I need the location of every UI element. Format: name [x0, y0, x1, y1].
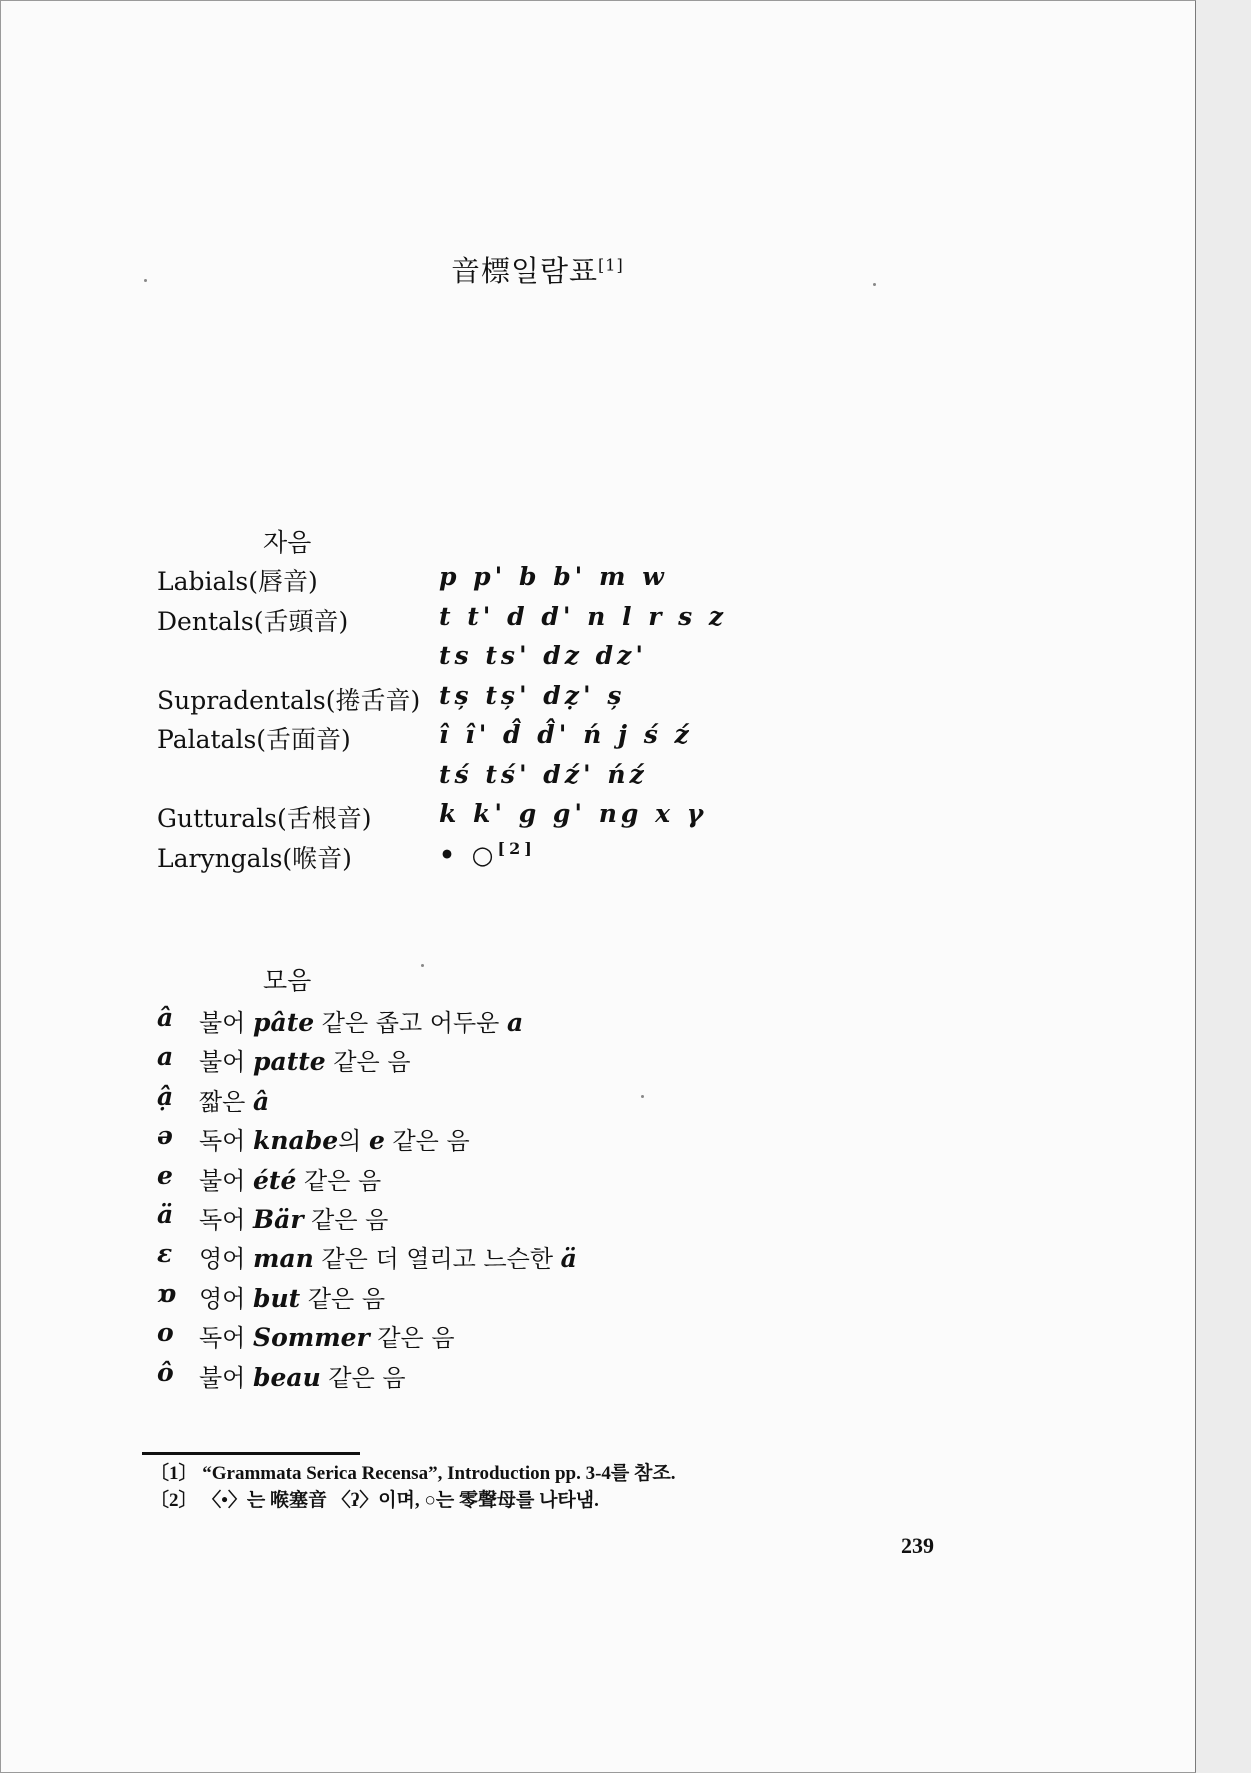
- vowel-word: but: [253, 1283, 301, 1313]
- title-footnote-mark: [1]: [598, 255, 624, 275]
- scan-speck: [641, 1095, 644, 1098]
- vowel-pre: 불어: [199, 1166, 246, 1195]
- scan-speck: [873, 283, 876, 286]
- vowel-tail: 같은 음: [392, 1127, 470, 1156]
- vowel-description: [199, 1042, 411, 1077]
- vowel-word: beau: [253, 1362, 321, 1392]
- vowel-word: â: [253, 1086, 270, 1116]
- vowel-pre: 영어: [199, 1284, 246, 1313]
- vowel-post: 같은 좁고 어두운: [321, 1009, 500, 1037]
- vowels-heading: 모음: [263, 966, 312, 995]
- consonant-class: Supradentals(捲舌音): [157, 685, 421, 715]
- scan-speck: [144, 279, 147, 282]
- vowel-symbol: ε: [157, 1239, 173, 1269]
- vowel-description: [199, 1239, 577, 1274]
- footnote-1: 〔1〕 “Grammata Serica Recensa”, Introduction pp. 3-4를 참조.: [150, 1463, 676, 1484]
- vowel-description: [199, 1161, 381, 1196]
- vowel-pre: 짧은: [199, 1087, 246, 1116]
- vowel-word: patte: [253, 1047, 326, 1077]
- vowel-symbol: o: [157, 1318, 174, 1348]
- vowel-post: 같은 음: [333, 1048, 411, 1077]
- vowel-symbol: ə: [157, 1121, 173, 1151]
- title-text: 音標일람표: [451, 254, 599, 288]
- consonant-symbols: [439, 602, 727, 631]
- vowel-word: man: [253, 1244, 314, 1274]
- vowel-end: ä: [560, 1244, 577, 1274]
- vowel-description: [199, 1082, 269, 1117]
- consonant-class: Laryngals(喉音): [157, 843, 352, 873]
- consonant-class: Palatals(舌面音): [157, 725, 351, 754]
- vowel-post: 같은 음: [377, 1324, 455, 1353]
- vowel-word: Bär: [253, 1205, 304, 1234]
- consonant-symbols: [439, 839, 536, 869]
- vowel-pre: 불어: [199, 1363, 246, 1392]
- vowel-description: [199, 1121, 470, 1156]
- footnote-rule: [142, 1452, 360, 1455]
- page-number: 239: [901, 1533, 934, 1558]
- vowel-description: [199, 1279, 385, 1314]
- vowel-pre: 불어: [199, 1009, 246, 1037]
- vowel-word: knabe: [253, 1126, 339, 1156]
- vowel-description: [199, 1200, 388, 1235]
- vowel-post: 같은 음: [307, 1284, 386, 1313]
- vowel-pre: 독어: [199, 1324, 246, 1353]
- vowel-symbol: ä: [157, 1200, 174, 1229]
- consonant-symbols-text: tș tș' dẓ' ș: [439, 680, 626, 710]
- consonant-class: Gutturals(舌根音): [157, 804, 372, 833]
- vowel-word: Sommer: [253, 1323, 370, 1353]
- scan-speck: [421, 964, 424, 967]
- page-margin: [1196, 0, 1251, 1773]
- consonant-symbols-text: ts ts' dz dz': [439, 641, 648, 670]
- vowel-symbol: a: [157, 1042, 174, 1072]
- consonant-symbols-text: î î' d̂ d̂' ń j ś ź: [439, 720, 693, 749]
- vowel-pre: 불어: [199, 1048, 246, 1077]
- consonant-symbols: [439, 799, 707, 828]
- consonant-symbols: [439, 720, 693, 749]
- vowel-description: [199, 1358, 406, 1393]
- vowel-word: pâte: [253, 1008, 315, 1037]
- vowel-symbol: e: [157, 1160, 173, 1190]
- consonant-symbols: [439, 681, 625, 710]
- consonant-class: Labials(唇音): [157, 567, 318, 596]
- consonant-symbols-text: tś tś' dź' ńź: [439, 759, 648, 789]
- vowel-symbol: â: [157, 1003, 174, 1032]
- consonant-symbols-text: k k' g g' ng x γ: [439, 799, 708, 828]
- vowel-end: a: [506, 1008, 524, 1037]
- vowel-word: été: [253, 1165, 297, 1195]
- vowel-post: 의: [338, 1127, 362, 1156]
- consonant-class: Dentals(舌頭音): [157, 606, 349, 636]
- consonants-heading: 자음: [263, 528, 312, 557]
- page-title: [451, 249, 624, 290]
- vowel-post: 같은 음: [304, 1166, 382, 1195]
- vowel-pre: 영어: [199, 1245, 246, 1274]
- vowel-post: 같은 음: [328, 1363, 406, 1392]
- consonant-symbols: [439, 641, 647, 670]
- vowel-end: e: [368, 1126, 385, 1156]
- vowel-description: [199, 1318, 455, 1353]
- vowel-symbol: ậ: [157, 1081, 174, 1111]
- vowel-symbol: ô: [157, 1357, 174, 1387]
- consonant-symbols: [439, 760, 648, 789]
- consonant-symbols-text: • ○: [439, 839, 498, 869]
- vowel-pre: 독어: [199, 1127, 246, 1156]
- vowel-description: [199, 1003, 523, 1038]
- footnote-mark: [2]: [497, 838, 536, 858]
- vowel-symbol: ɒ: [157, 1278, 177, 1308]
- vowel-pre: 독어: [199, 1206, 246, 1234]
- vowel-post: 같은 음: [311, 1206, 389, 1234]
- footnote-2: 〔2〕 〈•〉는 喉塞音 〈ʔ〉이며, ○는 零聲母를 나타냄.: [150, 1490, 599, 1511]
- vowel-post: 같은 더 열리고 느슨한: [321, 1245, 554, 1274]
- consonant-symbols-text: t t' d d' n l r s z: [439, 601, 728, 631]
- consonant-symbols: [439, 562, 668, 591]
- consonant-symbols-text: p p' b b' m w: [439, 562, 668, 591]
